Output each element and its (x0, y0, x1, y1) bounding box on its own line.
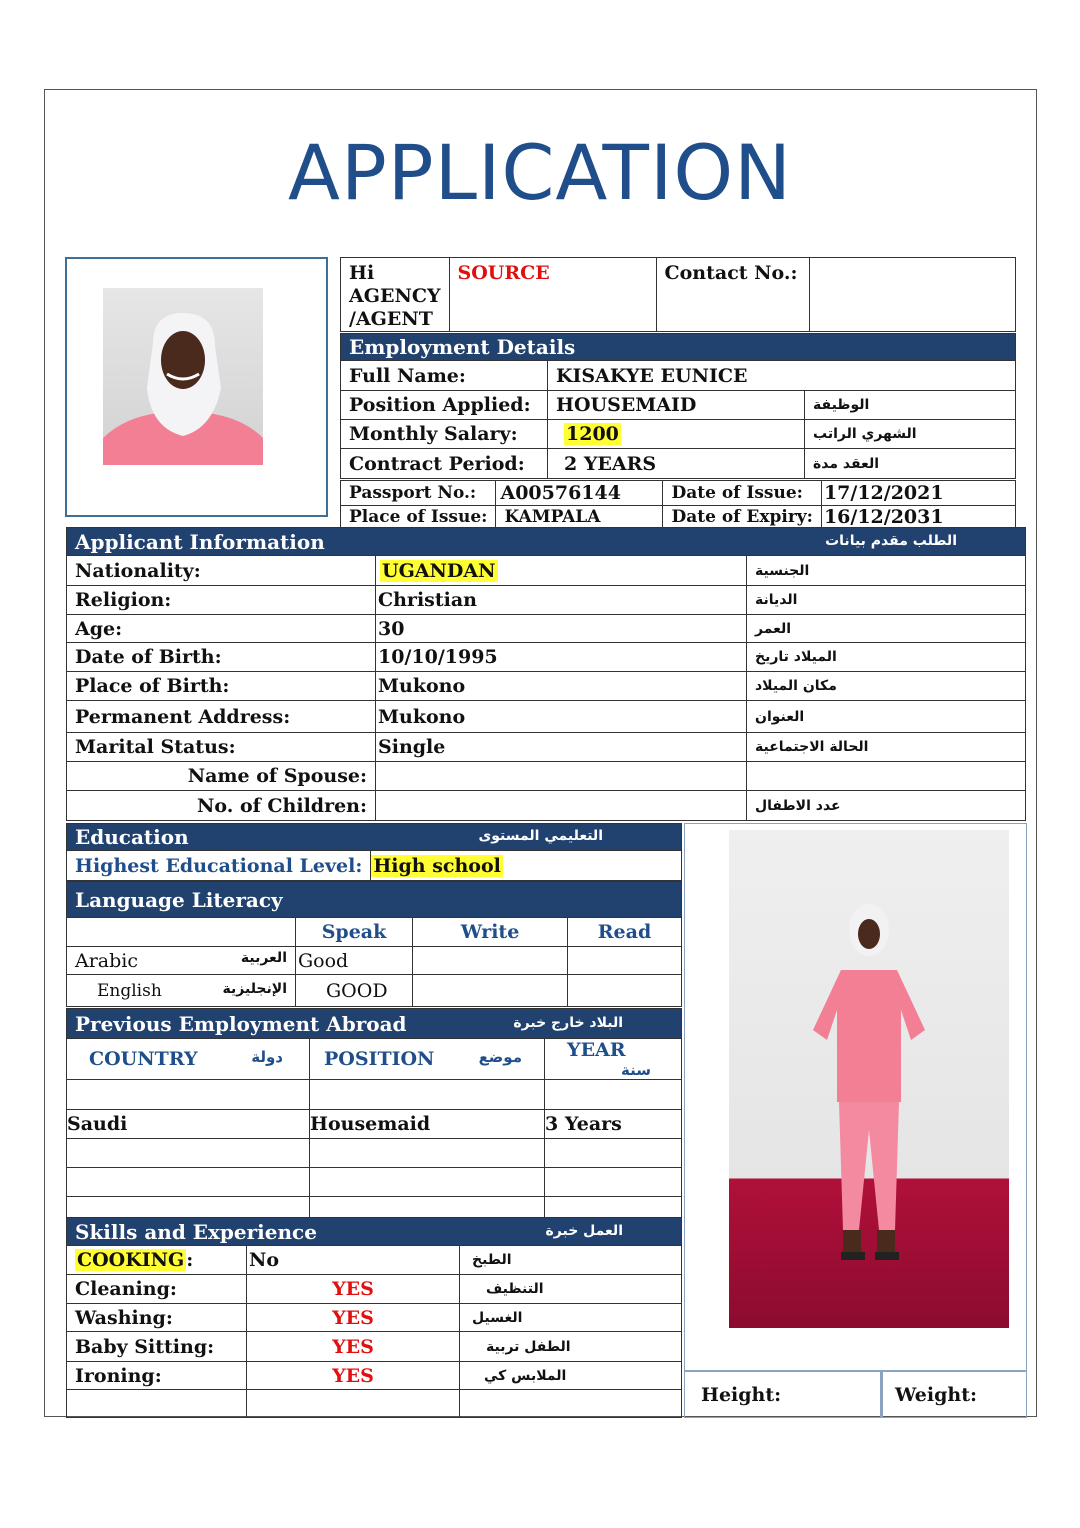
english-read (568, 975, 682, 1007)
english-ar: الإنجليزية (222, 980, 287, 997)
place-issue-label: Place of Issue: (341, 506, 496, 529)
marital-label: Marital Status: (67, 733, 376, 762)
contact-value (809, 258, 1016, 332)
age-ar: العمر (747, 615, 1026, 643)
place-issue-value: KAMPALA (496, 506, 663, 529)
education-level-label: Highest Educational Level: (67, 851, 371, 881)
education-level-value: High school (373, 854, 501, 877)
passport-no-value: A00576144 (496, 481, 663, 506)
page-title: APPLICATION (287, 128, 793, 217)
children-ar: عدد الاطفال (747, 791, 1026, 821)
passport-no-label: Passport No.: (341, 481, 496, 506)
spouse-ar (747, 762, 1026, 791)
passport-table (340, 480, 1016, 529)
baby-sitting-label: Baby Sitting: (67, 1332, 247, 1362)
prev-row-0-country (67, 1080, 310, 1110)
skills-table (66, 1217, 682, 1418)
country-header-label: COUNTRY (89, 1048, 198, 1070)
prev-row-2-year (545, 1139, 682, 1168)
employment-header: Employment Details (341, 334, 1016, 361)
age-value: 30 (376, 615, 747, 643)
cleaning-ar: التنظيف (460, 1275, 682, 1304)
expiry-date-label: Date of Expiry: (663, 506, 821, 529)
previous-header (67, 1009, 682, 1039)
skills-header-ar: العمل خبرة (545, 1222, 623, 1239)
prev-row-1-year: 3 Years (545, 1110, 682, 1139)
skills-header (67, 1218, 682, 1246)
year-header-ar: سنة (621, 1061, 651, 1079)
position-header (310, 1039, 545, 1080)
position-header-label: POSITION (324, 1048, 435, 1070)
full-body-photo (729, 830, 1009, 1328)
washing-value: YES (247, 1304, 460, 1332)
prev-row-2-country (67, 1139, 310, 1168)
language-table (66, 881, 682, 1007)
position-ar: الوظيفة (805, 391, 1016, 420)
contract-ar: العقد مدة (805, 449, 1016, 479)
cooking-label: COOKING (77, 1249, 185, 1271)
weight-label: Weight: (882, 1372, 1027, 1418)
portrait-photo (103, 288, 263, 465)
applicant-header-label: Applicant Information (75, 529, 325, 554)
cleaning-label: Cleaning: (67, 1275, 247, 1304)
dob-label: Date of Birth: (67, 643, 376, 672)
applicant-header (67, 528, 1026, 556)
washing-ar: الغسيل (460, 1304, 682, 1332)
salary-label: Monthly Salary: (341, 420, 548, 449)
employment-table (340, 333, 1016, 479)
arabic-speak: Good (296, 947, 413, 975)
pob-ar: مكان الميلاد (747, 672, 1026, 701)
education-table (66, 823, 682, 881)
nationality-label: Nationality: (67, 556, 376, 586)
children-value (376, 791, 747, 821)
religion-ar: الديانة (747, 586, 1026, 615)
prev-row-3-year (545, 1168, 682, 1197)
country-header-ar: دولة (251, 1048, 283, 1066)
dob-ar: الميلاد تاريخ (747, 643, 1026, 672)
salary-value: 1200 (566, 423, 619, 445)
applicant-header-ar: الطلب مقدم بيانات (825, 532, 957, 549)
cooking-ar: الطبخ (460, 1246, 682, 1275)
agency-label: Hi AGENCY /AGENT (341, 258, 450, 332)
arabic-ar: العربية (240, 949, 287, 966)
address-label: Permanent Address: (67, 701, 376, 733)
nationality-value: UGANDAN (382, 559, 496, 582)
cleaning-value: YES (247, 1275, 460, 1304)
religion-label: Religion: (67, 586, 376, 615)
position-label: Position Applied: (341, 391, 548, 420)
issue-date-value: 17/12/2021 (821, 481, 1015, 506)
write-header: Write (413, 918, 568, 947)
read-header: Read (568, 918, 682, 947)
skills-blank-1 (67, 1390, 247, 1418)
year-header (545, 1039, 682, 1080)
prev-row-3-position (310, 1168, 545, 1197)
full-name-value: KISAKYE EUNICE (548, 361, 1016, 391)
ironing-ar: الملابس كي (460, 1362, 682, 1390)
arabic-label: Arabic (75, 949, 139, 972)
religion-value: Christian (376, 586, 747, 615)
previous-header-label: Previous Employment Abroad (75, 1011, 407, 1036)
arabic-language (67, 947, 296, 975)
marital-ar: الحالة الاجتماعية (747, 733, 1026, 762)
position-header-ar: موضع (478, 1048, 522, 1066)
baby-sitting-value: YES (247, 1332, 460, 1362)
english-label: English (97, 980, 162, 1001)
year-header-label: YEAR (567, 1039, 626, 1061)
cooking-label-cell: COOKING : (67, 1246, 247, 1275)
position-value: HOUSEMAID (548, 391, 805, 420)
issue-date-label: Date of Issue: (663, 481, 821, 506)
applicant-table (66, 527, 1026, 821)
skills-blank-3 (460, 1390, 682, 1418)
contract-value: 2 YEARS (548, 449, 805, 479)
prev-row-1-position: Housemaid (310, 1110, 545, 1139)
source-label: SOURCE (449, 258, 656, 332)
spouse-value (376, 762, 747, 791)
marital-value: Single (376, 733, 747, 762)
cooking-value: No (247, 1246, 460, 1275)
language-blank (67, 918, 296, 947)
skills-header-label: Skills and Experience (75, 1219, 317, 1244)
education-header-ar: التعليمي المستوى (478, 828, 603, 844)
english-language (67, 975, 296, 1007)
speak-header: Speak (296, 918, 413, 947)
pob-label: Place of Birth: (67, 672, 376, 701)
ironing-value: YES (247, 1362, 460, 1390)
nationality-ar: الجنسية (747, 556, 1026, 586)
language-header: Language Literacy (67, 882, 682, 918)
children-label: No. of Children: (67, 791, 376, 821)
agency-table (340, 257, 1016, 332)
dob-value: 10/10/1995 (376, 643, 747, 672)
previous-header-ar: البلاد خارج خبرة (513, 1014, 623, 1031)
country-header (67, 1039, 310, 1080)
arabic-write (413, 947, 568, 975)
expiry-date-value: 16/12/2031 (821, 506, 1015, 529)
pob-value: Mukono (376, 672, 747, 701)
washing-label: Washing: (67, 1304, 247, 1332)
education-header-label: Education (75, 825, 189, 849)
education-header (67, 824, 682, 851)
address-ar: العنوان (747, 701, 1026, 733)
age-label: Age: (67, 615, 376, 643)
spouse-label: Name of Spouse: (67, 762, 376, 791)
body-measures-table (684, 1371, 1027, 1418)
prev-row-0-position (310, 1080, 545, 1110)
arabic-read (568, 947, 682, 975)
contract-label: Contract Period: (341, 449, 548, 479)
prev-row-3-country (67, 1168, 310, 1197)
baby-sitting-ar: الطفل تربية (460, 1332, 682, 1362)
prev-row-1-country: Saudi (67, 1110, 310, 1139)
salary-ar: الشهري الراتب (805, 420, 1016, 449)
skills-blank-2 (247, 1390, 460, 1418)
address-value: Mukono (376, 701, 747, 733)
prev-row-2-position (310, 1139, 545, 1168)
english-speak: GOOD (296, 975, 413, 1007)
height-label: Height: (685, 1372, 882, 1418)
prev-row-0-year (545, 1080, 682, 1110)
english-write (413, 975, 568, 1007)
full-name-label: Full Name: (341, 361, 548, 391)
ironing-label: Ironing: (67, 1362, 247, 1390)
contact-label: Contact No.: (656, 258, 809, 332)
previous-employment-table (66, 1008, 682, 1227)
